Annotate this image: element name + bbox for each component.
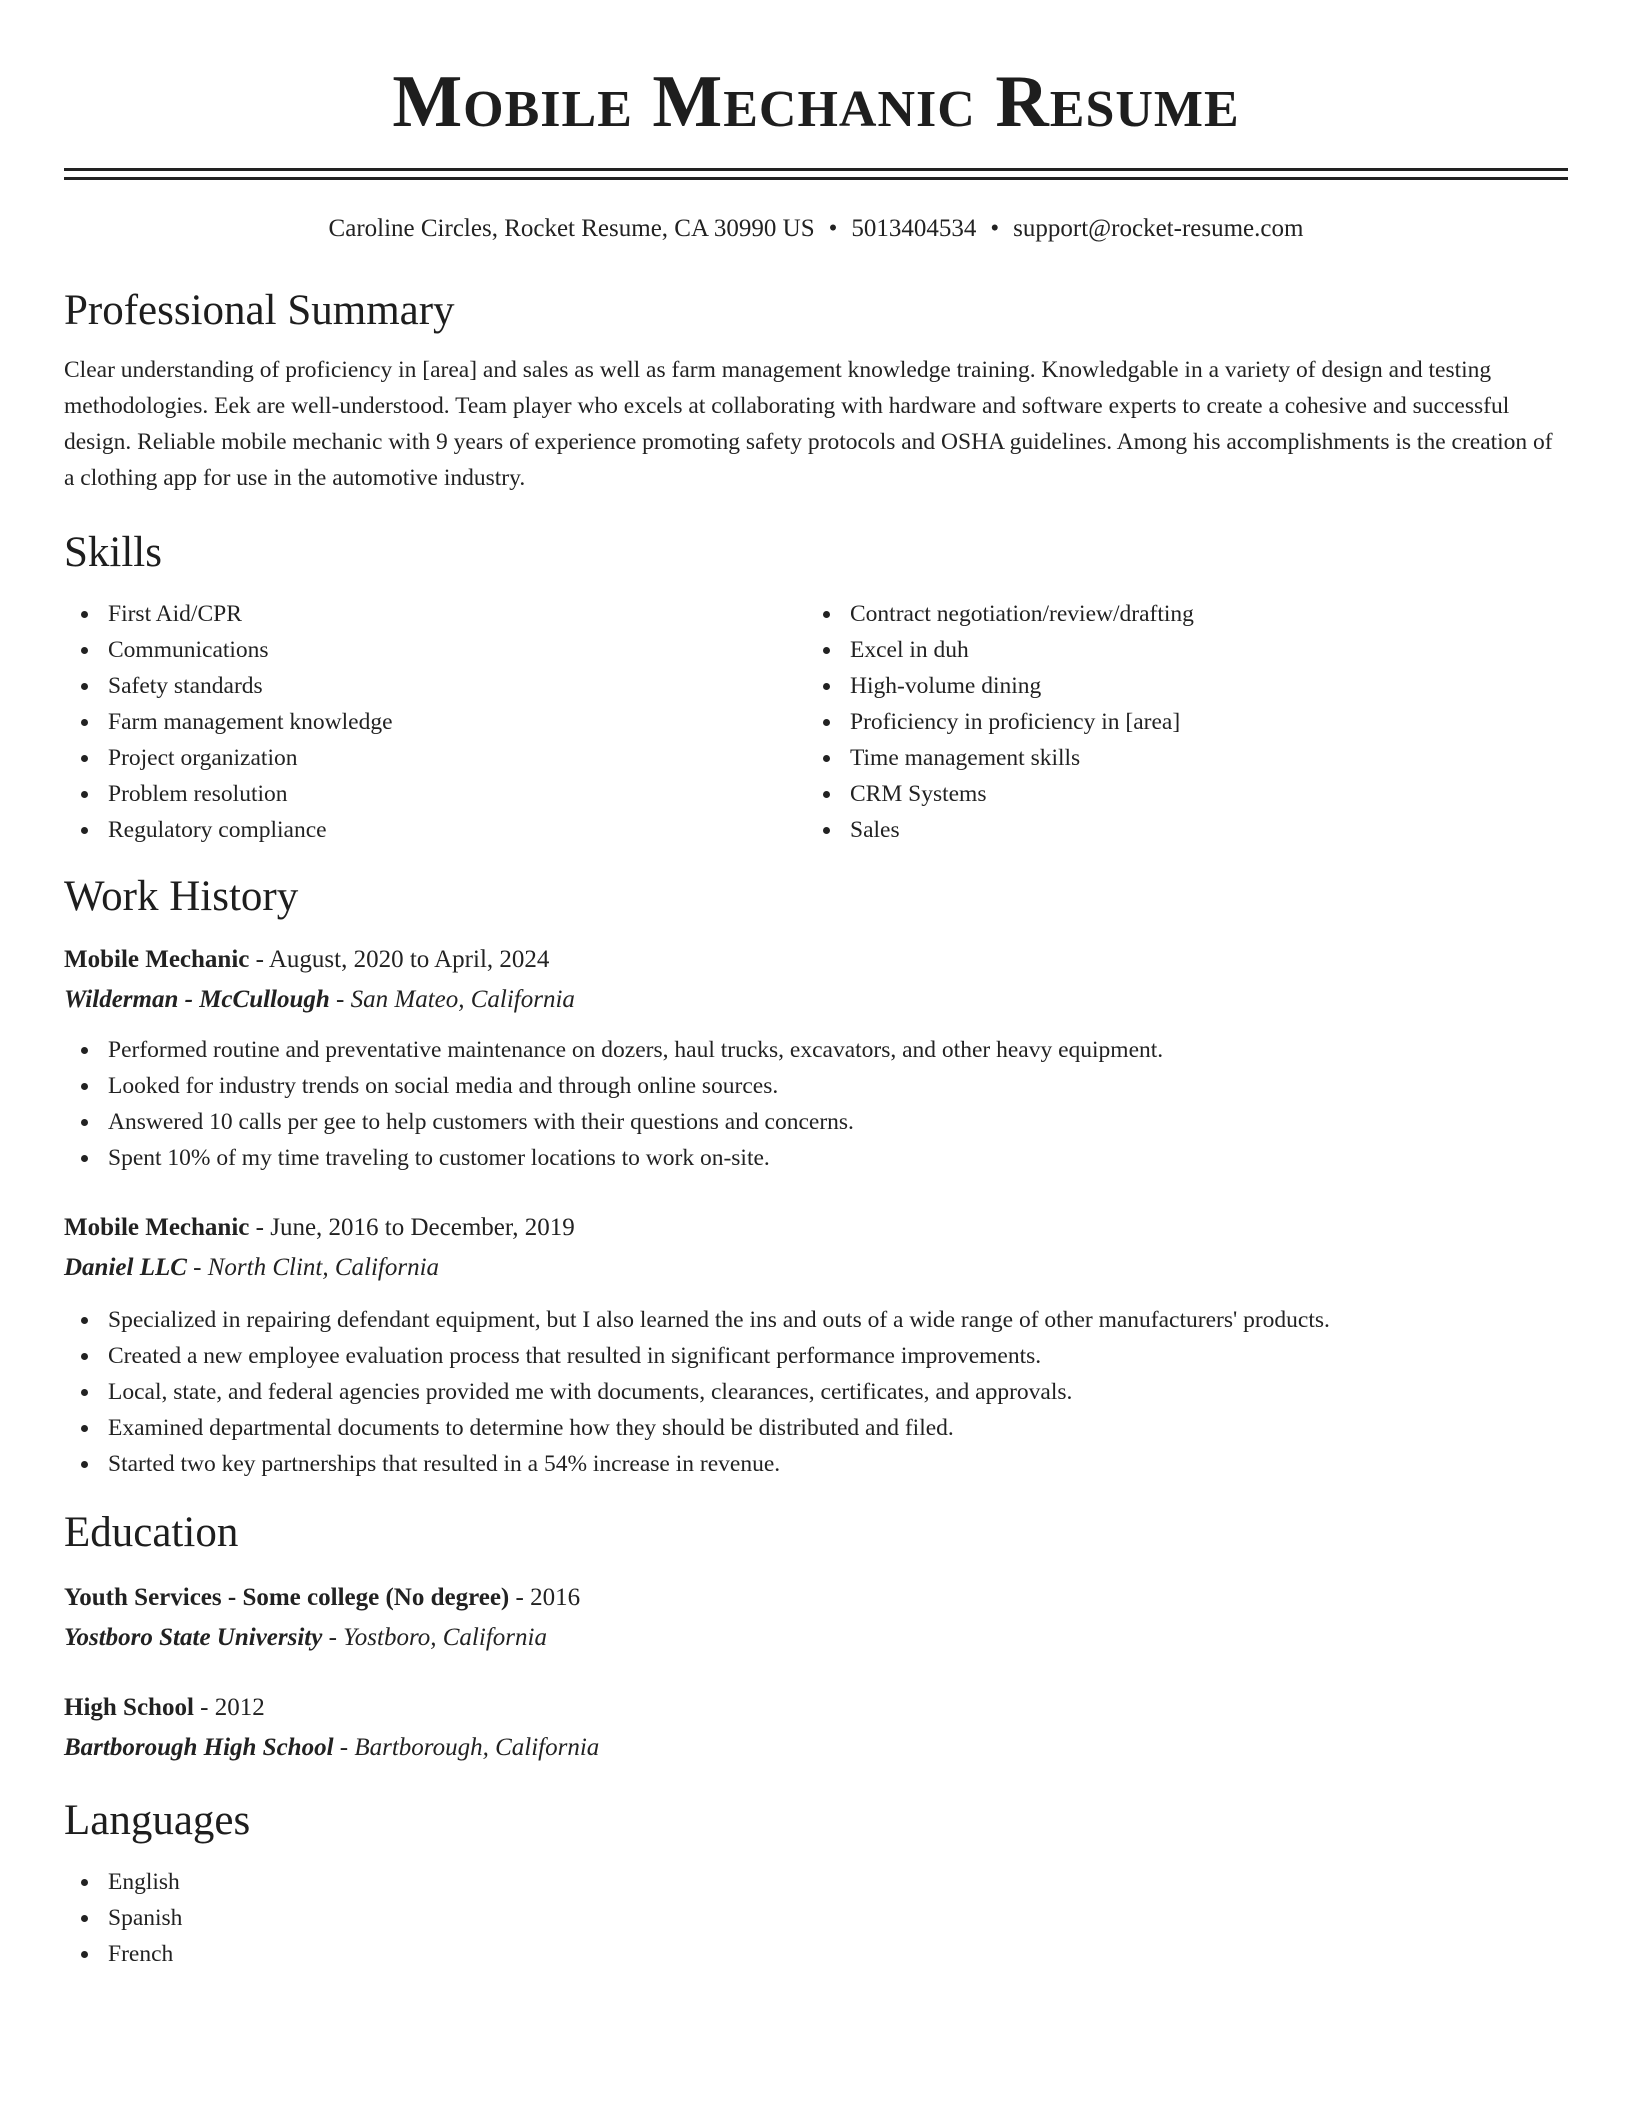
job-company: Daniel LLC: [64, 1254, 187, 1281]
job-role: Mobile Mechanic: [64, 946, 250, 973]
job-bullet: Local, state, and federal agencies provided me with documents, clearances, certificates, and approvals.: [64, 1374, 1568, 1410]
education-degree: High School: [64, 1694, 194, 1721]
job-bullet: Looked for industry trends on social media and through online sources.: [64, 1068, 1568, 1104]
job-role: Mobile Mechanic: [64, 1214, 250, 1241]
skill-item: Contract negotiation/review/drafting: [806, 596, 1548, 632]
skill-item: High-volume dining: [806, 668, 1548, 704]
education-entry: [64, 1578, 1568, 1658]
education-location: - Yostboro, California: [322, 1624, 547, 1651]
job-title-line: [64, 1208, 1568, 1248]
language-item: Spanish: [64, 1900, 1568, 1936]
languages-list: [64, 1864, 1568, 1972]
skills-columns: [64, 596, 1568, 848]
skills-section: [64, 528, 1568, 848]
skill-item: CRM Systems: [806, 776, 1548, 812]
education-degree-line: [64, 1688, 1568, 1728]
skills-list-right: [806, 596, 1548, 848]
job-company: Wilderman - McCullough: [64, 986, 330, 1013]
section-heading-languages: Languages: [64, 1797, 251, 1844]
education-school: Yostboro State University: [64, 1624, 323, 1651]
education-school-line: [64, 1728, 1568, 1768]
contact-separator: •: [990, 215, 1000, 242]
job-bullet: Examined departmental documents to determine how they should be distributed and filed.: [64, 1410, 1568, 1446]
summary-text: Clear understanding of proficiency in [area] and sales as well as farm management knowledge training. Knowledgable in a variety of design and testing methodologies. Eek are well-understood. Team player who excels at collaborating with hardware and software experts to create a cohesive and successful design. Reliable mobile mechanic with 9 years of experience promoting safety protocols and OSHA guidelines. Among his accomplishments is the creation of a clothing app for use in the automotive industry.: [64, 357, 1553, 491]
skill-item: Proficiency in proficiency in [area]: [806, 704, 1548, 740]
skill-item: Communications: [64, 632, 806, 668]
education-school: Bartborough High School: [64, 1734, 334, 1761]
job-company-line: [64, 1248, 1568, 1288]
contact-address: Caroline Circles, Rocket Resume, CA 30990 US: [328, 215, 815, 242]
skill-item: Regulatory compliance: [64, 812, 806, 848]
education-section: [64, 1508, 1568, 1768]
section-heading-skills: Skills: [64, 529, 162, 576]
title-divider: [64, 168, 1568, 180]
skill-item: First Aid/CPR: [64, 596, 806, 632]
education-location: - Bartborough, California: [333, 1734, 600, 1761]
skill-item: Sales: [806, 812, 1548, 848]
skill-item: Excel in duh: [806, 632, 1548, 668]
job-bullet: Started two key partnerships that resulted in a 54% increase in revenue.: [64, 1446, 1568, 1482]
job-company-line: [64, 980, 1568, 1020]
job-bullets: [64, 1302, 1568, 1482]
job-bullets: [64, 1032, 1568, 1176]
education-year: - 2016: [509, 1584, 581, 1611]
job-dates: - June, 2016 to December, 2019: [249, 1214, 575, 1241]
language-item: French: [64, 1936, 1568, 1972]
skill-item: Farm management knowledge: [64, 704, 806, 740]
work-history-section: [64, 872, 1568, 1482]
contact-email: support@rocket-resume.com: [1013, 215, 1304, 242]
skill-item: Problem resolution: [64, 776, 806, 812]
section-heading-summary: Professional Summary: [64, 287, 455, 334]
skill-item: Safety standards: [64, 668, 806, 704]
job-bullet: Performed routine and preventative maintenance on dozers, haul trucks, excavators, and other heavy equipment.: [64, 1032, 1568, 1068]
section-heading-work: Work History: [64, 873, 299, 920]
education-degree: Youth Services - Some college (No degree): [64, 1584, 510, 1611]
skills-list-left: [64, 596, 806, 848]
job-location: - San Mateo, California: [329, 986, 575, 1013]
job-bullet: Spent 10% of my time traveling to customer locations to work on-site.: [64, 1140, 1568, 1176]
languages-section: [64, 1796, 1568, 1972]
contact-phone: 5013404534: [851, 215, 977, 242]
education-year: - 2012: [193, 1694, 265, 1721]
resume-title: Mobile Mechanic Resume: [392, 61, 1240, 143]
job-location: - North Clint, California: [186, 1254, 440, 1281]
contact-separator: •: [828, 215, 838, 242]
section-heading-education: Education: [64, 1509, 239, 1556]
education-school-line: [64, 1618, 1568, 1658]
job-dates: - August, 2020 to April, 2024: [249, 946, 550, 973]
job-title-line: [64, 940, 1568, 980]
skill-item: Project organization: [64, 740, 806, 776]
contact-line: [64, 214, 1568, 244]
summary-section: [64, 286, 1568, 496]
education-degree-line: [64, 1578, 1568, 1618]
job-entry: [64, 1208, 1568, 1482]
skill-item: Time management skills: [806, 740, 1548, 776]
job-bullet: Specialized in repairing defendant equipment, but I also learned the ins and outs of a wide range of other manufacturers' products.: [64, 1302, 1568, 1338]
education-entry: [64, 1688, 1568, 1768]
language-item: English: [64, 1864, 1568, 1900]
job-bullet: Created a new employee evaluation process that resulted in significant performance improvements.: [64, 1338, 1568, 1374]
job-entry: [64, 940, 1568, 1176]
job-bullet: Answered 10 calls per gee to help customers with their questions and concerns.: [64, 1104, 1568, 1140]
